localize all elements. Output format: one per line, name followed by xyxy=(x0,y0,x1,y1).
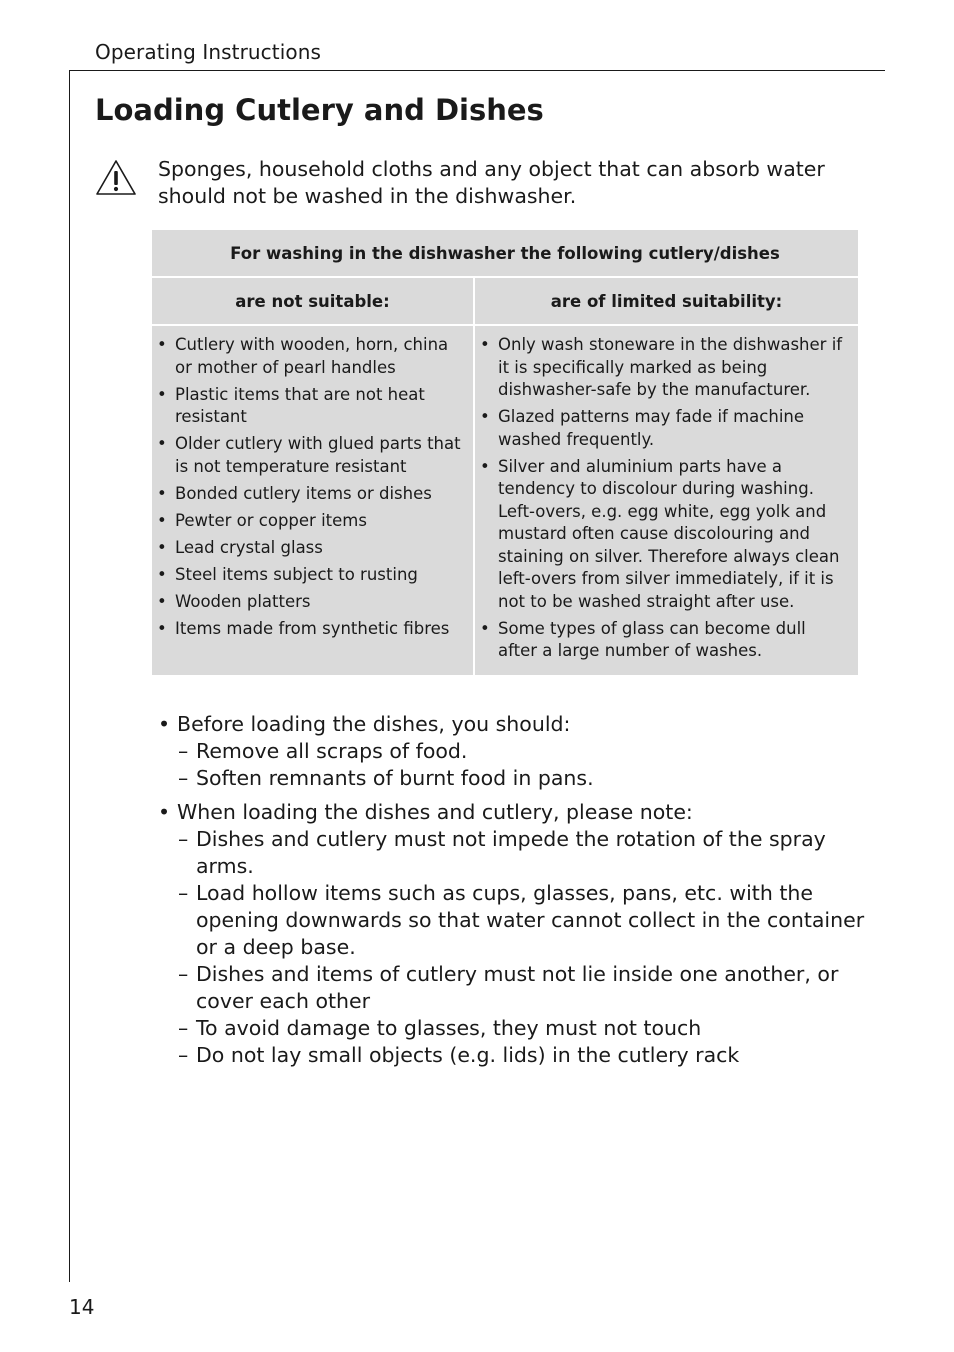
list-item: • Lead crystal glass xyxy=(157,537,465,560)
instruction-step: – Do not lay small objects (e.g. lids) in the cutlery rack xyxy=(158,1042,868,1069)
list-item: • Plastic items that are not heat resistant xyxy=(157,384,465,429)
column-header-limited-suitability: are of limited suitability: xyxy=(474,277,859,325)
list-item: • Glazed patterns may fade if machine washed frequently. xyxy=(480,406,850,451)
instruction-step: – To avoid damage to glasses, they must not touch xyxy=(158,1015,868,1042)
limited-suitability-list xyxy=(480,334,850,663)
instruction-step: – Load hollow items such as cups, glasses, pans, etc. with the opening downwards so that water cannot collect in the container or a deep base. xyxy=(158,880,868,961)
list-item: • Cutlery with wooden, horn, china or mother of pearl handles xyxy=(157,334,465,379)
page-title: Loading Cutlery and Dishes xyxy=(95,93,544,127)
page-number: 14 xyxy=(69,1295,95,1319)
instruction-step: – Remove all scraps of food. xyxy=(158,738,868,765)
table-caption: For washing in the dishwasher the following cutlery/dishes xyxy=(151,229,859,277)
list-item: • Steel items subject to rusting xyxy=(157,564,465,587)
list-item: • Only wash stoneware in the dishwasher if it is specifically marked as being dishwasher-safe by the manufacturer. xyxy=(480,334,850,402)
loading-instructions xyxy=(158,711,868,1076)
limited-suitability-cell xyxy=(474,325,859,676)
list-item: • Silver and aluminium parts have a tendency to discolour during washing. Left-overs, e.g. egg white, egg yolk and mustard often cause discolouring and staining on silver. Therefore always clean left-overs from silver immediately, if it is not to be washed straight after use. xyxy=(480,456,850,614)
list-item: • Older cutlery with glued parts that is not temperature resistant xyxy=(157,433,465,478)
column-header-not-suitable: are not suitable: xyxy=(151,277,474,325)
instruction-lead: • Before loading the dishes, you should: xyxy=(158,711,868,738)
instruction-step: – Dishes and cutlery must not impede the rotation of the spray arms. xyxy=(158,826,868,880)
header-rule xyxy=(69,70,885,71)
instruction-step: – Dishes and items of cutlery must not lie inside one another, or cover each other xyxy=(158,961,868,1015)
instruction-lead: • When loading the dishes and cutlery, please note: xyxy=(158,799,868,826)
list-item: • Some types of glass can become dull after a large number of washes. xyxy=(480,618,850,663)
list-item: • Wooden platters xyxy=(157,591,465,614)
running-header: Operating Instructions xyxy=(95,40,322,64)
not-suitable-cell xyxy=(151,325,474,676)
instruction-step: – Soften remnants of burnt food in pans. xyxy=(158,765,868,792)
when-loading-group xyxy=(158,799,868,1069)
before-loading-group xyxy=(158,711,868,792)
not-suitable-list xyxy=(157,334,465,640)
warning-triangle-icon xyxy=(95,159,137,197)
list-item: • Items made from synthetic fibres xyxy=(157,618,465,641)
cutlery-suitability-table xyxy=(150,228,860,677)
list-item: • Pewter or copper items xyxy=(157,510,465,533)
warning-text: Sponges, household cloths and any object that can absorb water should not be washed in the dishwasher. xyxy=(158,157,825,208)
list-item: • Bonded cutlery items or dishes xyxy=(157,483,465,506)
margin-rule xyxy=(69,70,70,1282)
